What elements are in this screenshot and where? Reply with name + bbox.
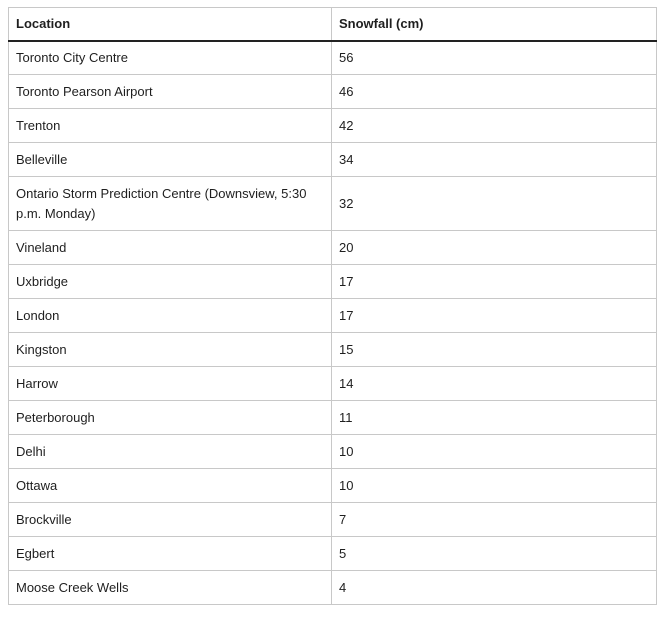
snowfall-cell: 4 [332, 571, 657, 605]
table-row [9, 299, 657, 333]
snowfall-cell: 46 [332, 75, 657, 109]
snowfall-cell: 5 [332, 537, 657, 571]
location-cell: Belleville [9, 143, 332, 177]
table-row [9, 435, 657, 469]
location-cell: Harrow [9, 367, 332, 401]
location-cell: Egbert [9, 537, 332, 571]
location-cell: Ottawa [9, 469, 332, 503]
snowfall-cell: 10 [332, 469, 657, 503]
table-row [9, 75, 657, 109]
snowfall-table [8, 7, 657, 605]
table-row [9, 537, 657, 571]
snowfall-cell: 17 [332, 265, 657, 299]
table-row [9, 265, 657, 299]
table-row [9, 469, 657, 503]
location-cell: Brockville [9, 503, 332, 537]
table-row [9, 503, 657, 537]
table-row [9, 109, 657, 143]
snowfall-cell: 14 [332, 367, 657, 401]
table-row [9, 571, 657, 605]
location-cell: Uxbridge [9, 265, 332, 299]
column-header-snowfall: Snowfall (cm) [332, 8, 657, 41]
table-row [9, 41, 657, 75]
snowfall-cell: 15 [332, 333, 657, 367]
location-cell: Vineland [9, 231, 332, 265]
location-cell: Peterborough [9, 401, 332, 435]
location-cell: Kingston [9, 333, 332, 367]
snowfall-cell: 11 [332, 401, 657, 435]
snowfall-cell: 42 [332, 109, 657, 143]
table-row [9, 143, 657, 177]
table-row [9, 177, 657, 231]
location-cell: London [9, 299, 332, 333]
table-row [9, 401, 657, 435]
snowfall-cell: 7 [332, 503, 657, 537]
location-cell: Toronto Pearson Airport [9, 75, 332, 109]
table-row [9, 367, 657, 401]
snowfall-cell: 32 [332, 177, 657, 231]
location-cell: Moose Creek Wells [9, 571, 332, 605]
table-header-row [9, 8, 657, 41]
column-header-location: Location [9, 8, 332, 41]
snowfall-cell: 17 [332, 299, 657, 333]
location-cell: Ontario Storm Prediction Centre (Downsview, 5:30 p.m. Monday) [9, 177, 332, 231]
table-row [9, 231, 657, 265]
snowfall-table-container [8, 7, 656, 605]
snowfall-cell: 10 [332, 435, 657, 469]
snowfall-cell: 20 [332, 231, 657, 265]
table-row [9, 333, 657, 367]
location-cell: Toronto City Centre [9, 41, 332, 75]
location-cell: Trenton [9, 109, 332, 143]
location-cell: Delhi [9, 435, 332, 469]
snowfall-cell: 34 [332, 143, 657, 177]
snowfall-cell: 56 [332, 41, 657, 75]
